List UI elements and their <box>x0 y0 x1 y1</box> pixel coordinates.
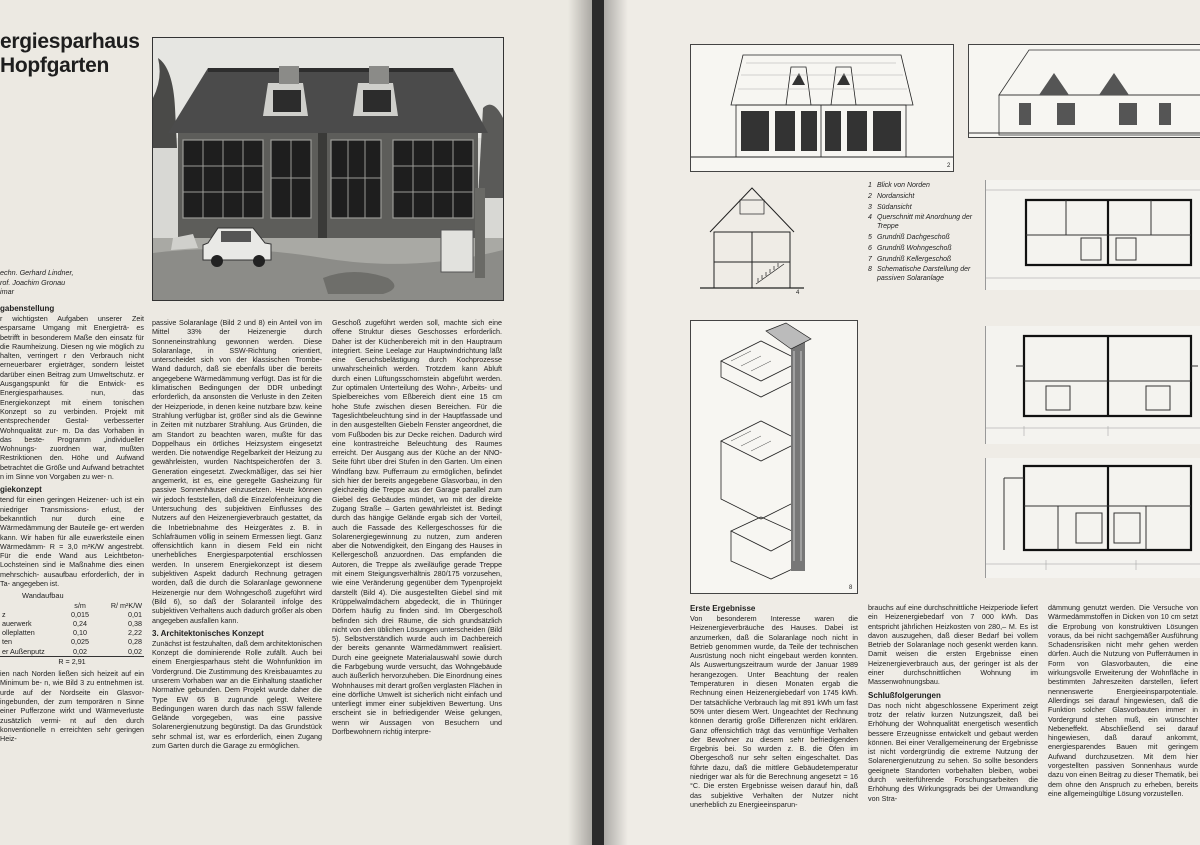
table-row <box>0 647 144 657</box>
authors <box>0 268 74 297</box>
paragraph: Das noch nicht abgeschlossene Experiment zeigt trotz der relativ kurzen Nutzungszeit, daß bei Erhöhung der Wohnqualität energetisch wesentlich bessere Erzeugnisse entwickelt und gebaut werden können. Bei einer Verallgemeinerung der Ergebnisse ist nicht vordergründig die extreme Nutzung der Solarenergienutzung zu sehen. So sollte besonders geeignete Standorten vorbehalten bleiben, wobei durch weiterführende Forschungsarbeiten die Erhöhung des Wirkungsgrads bei der Umwandlung von Stra- <box>868 700 1038 803</box>
table-row <box>0 637 144 646</box>
table-cell: 0,015 <box>71 609 90 619</box>
table-cell: 0,38 <box>128 619 142 629</box>
table-header: R/ m²K/W <box>110 600 142 610</box>
table-cell: 0,24 <box>73 619 88 629</box>
table-cell: 0,02 <box>128 646 142 656</box>
floor-plan-living <box>985 326 1200 444</box>
table-cell: ten <box>2 637 12 647</box>
caption-number: 3 <box>868 203 872 211</box>
caption-item <box>868 193 988 202</box>
left-column-1 <box>0 300 144 845</box>
caption-text: Grundriß Kellergeschoß <box>877 255 952 263</box>
caption-item <box>868 266 988 284</box>
table-row <box>0 619 144 628</box>
table-number-spacer <box>0 591 22 600</box>
house-photo <box>152 37 504 301</box>
caption-item <box>868 204 988 213</box>
table-sum: R = 2,91 <box>0 656 144 666</box>
floor-plan-basement <box>985 458 1200 578</box>
right-column-1 <box>690 600 858 845</box>
figure-number: 4 <box>796 290 800 296</box>
table-header: s/m <box>74 600 86 610</box>
right-column-3 <box>1048 603 1198 845</box>
figure-north-elevation <box>690 44 954 172</box>
table-cell: 0,025 <box>71 637 90 647</box>
paragraph: passive Solaranlage (Bild 2 und 8) ein Anteil von im Mittel 33% der Heizenergie durch Sonneneinstrahlung gewonnen werden. Diese Solaranlage, in SSW-Richtung orientiert, unterscheidet sich von der klassischen Trombe-Wand dadurch, daß sie ebenfalls über die bereits angegebene Wärmedämmung verfügt. Das ist für die klimatischen Bedingungen der DDR unbedingt erforderlich, da ansonsten die Verluste in den Zeiten der Heizperiode, in denen keine nutzbare bzw. keine Strahlung verfügbar ist, größer sind als die Gewinne in Zeiten mit nutzbarer Strahlung. Aus Gründen, die am Standort zu beachten waren, mußte für das Doppelhaus ein örtliches Heizsystem eingesetzt werden. Die notwendige Regelbarkeit der Heizung zu gewährleisten, wurden Nachtspeicheröfen der 3. Generation eingesetzt. Zweckmäßiger, das sei hier angemerkt, ist es, eine geregelte Gasheizung für passive Sonnenhäuser einzusetzen. Heute können wir jedoch feststellen, daß die Einzelofenheizung die Untersuchung des subjektiven Einflusses des Nutzers auf den Heizenergieverbrauch gestattet, da die Inbetriebnahme des Heizgerätes z. B. in Schlafräumen völlig in seinem Ermessen liegt. Ganz offensichtlich kann in diesem Feld ein nicht unerhebliches Energiesparpotential erschlossen werden. In unserem Energiekonzept ist diesem subjektiven Aspekt dadurch Rechnung getragen worden, daß die durch die Solaranlage gewonnene Heizenergie nur dem Wohngeschoß zugeführt wird (Bild 6), so daß der Solaranteil infolge des subjektiven Verhaltens auch dadurch größer als oben angegeben ausfallen kann. <box>152 318 322 625</box>
table-cell: er Außenputz <box>2 646 45 656</box>
left-column-3 <box>332 318 502 845</box>
author-line: imar <box>0 287 14 296</box>
section-heading: giekonzept <box>0 485 42 495</box>
author-line: rof. Joachim Gronau <box>0 277 66 287</box>
table-cell: 0,02 <box>73 646 88 656</box>
paragraph: tend für einen geringen Heizener- uch ist ein niedriger Transmissions- erlust, der bekanntlich nur durch eine e Wärmedämmung der Bauteile ge- ert werden kann. Wir haben für alle euwerksteile einen Wärmedämm- R = 3,0 m²K/W angestrebt. Für die ende Wand aus Leichtbeton-Lochsteinen sind ie Maßnahme dies einen mehrschich- ausaufbau erforderlich, der in Ta- angegeben ist. <box>0 495 144 589</box>
table-cell: olleplatten <box>2 628 35 638</box>
author-line: echn. Gerhard Lindner, <box>0 268 74 277</box>
paragraph: Von besonderem Interesse waren die Heizenergieverbräuche des Hauses. Dabei ist anzumerken, daß die Solaranlage noch nicht in Betrieb genommen wurde, da Teile der technischen Ausrüstung noch nicht eingebaut werden konnten. Als Auswertungszeitraum wurde der Januar 1989 herangezogen. Unter Beachtung der realen Temperaturen in diesen Monaten ergab die Rechnung einen Heizenergiebedarf von 1745 kWh. Der tatsächliche Verbrauch lag mit 891 kWh um fast 50% unter diesem Wert. Ungeachtet der Rechnung können derartig große Differenzen nicht erklären. Ganz offensichtlich trägt das vernünftige Verhalten der Bewohner zu diesem sehr befriedigenden Ergebnis bei. So wurden z. B. die Öfen im Obergeschoß nur sehr selten eingeschaltet. Das führte dazu, daß die mittlere Gebäudetemperatur niedriger war als für die Berechnung angesetzt = 16 °C. Die ersten Ergebnisse weisen darauf hin, daß das subjektive Verhalten der Nutzer nicht unerheblich zu Energieeinsparun- <box>690 614 858 809</box>
paragraph: Geschoß zugeführt werden soll, machte sich eine offene Struktur dieses Geschosses erforderlich. Daher ist der Küchenbereich mit in den Hauptraum integriert. Seine Leelage zur Hauptwindrichtung läßt eine Geruchsbelästigung durch Kochprozesse unwahrscheinlich werden. Trotzdem kann Abluft durch einen Lüftungsschornstein abgeführt werden. Zur optimalen Unterteilung des Wohn-, Arbeits- und Spielbereiches vom Eßbereich dient eine 15 cm hohe Stufe zwischen diesen Bereichen. Für die Tageslichtbeleuchtung sind in der Hauptfassade und in den ausgestellten Giebeln Fenster angeordnet, die vom Fußboden bis zur Decke reichen. Dadurch wird eine kontrastreiche Beleuchtung des Raumes erreicht. Der Ausgang aus der Küche an der NNO-Seite führt über drei Stufen in den Garten. Um einen Windfang bzw. Pufferraum zu ermöglichen, befindet sich hier der bereits angegebene Glasvorbau, in den gleichzeitig die Treppe aus der Garage parallel zum Giebel des Gebäudes mündet, wo mit der direkte Zugang Straße – Garten gewährleistet ist. Bedingt durch das hängige Gelände ergab sich der Vorteil, auch die Fassade des Kellergeschosses für die Solarenergiegewinnung zu nutzen, zum anderen aber die Notwendigkeit, den Eingang des Hauses in Kellergeschoß anzuordnen. Das empfanden die Autoren, die Treppe als zweiläufige gerade Treppe mit einem Steigungsverhältnis 280/175 vorzusehen, wie eine Veränderung gegenüber dem Typenprojekt darstellt (Bild 4). Die ausgestellten Giebel sind mit Krüppelwalmdächern abgedeckt, die in Thüringer Dörfern häufig zu finden sind. Im Obergeschoß befinden sich drei Räume, die sich grundsätzlich nicht von den üblichen Lösungen unterscheiden (Bild 5). Selbstverständlich wurde auch im Dachbereich der bereits genannte Wärmedämmwert realisiert. Durch eine geeignete Materialauswahl sowie durch die Farbgebung wurde versucht, das Wohngebäude auch äußerlich hervorzuheben. Die Einordnung eines Wohnhauses mit derart großen verglasten Flächen in eine dörfliche Umwelt ist sicherlich nicht einfach und unterliegt immer einer subjektiven Bewertung. Uns erscheint sie in befriedigender Weise gelungen, wenn wir Aussagen von Besuchern und Dorfbewohnern richtig interpre- <box>332 318 502 737</box>
figure-solar-schematic <box>690 320 858 594</box>
left-page <box>0 0 592 845</box>
paragraph: dämmung genutzt werden. Die Versuche von Wärmedämmstoffen in Dicken von 10 cm setzt die Erprobung von konstruktiven Lösungen voraus, da bei nicht sachgemäßer Ausführung Schadensrisiken nicht mehr gehen werden dürfen. Auch die Nutzung von Pufferräumen in Form von Glasvorbauten, die eine wirkungsvolle Erweiterung der Wohnfläche in bestimmten Jahreszeiten darstellen, liefert nennenswerte Energieeinsparpotentiale. Allerdings sei darauf hingewiesen, daß die Funktion solcher Glasvorbauten immer in Vordergrund stehen muß, ein wünschter Nebeneffekt. Abschließend sei darauf hingewiesen, daß darauf ankommt, energiesparendes Bauen mit geringem Aufwand durchzusetzen. Mit dem hier vorgestellten passiven Sonnenhaus wurde dazu von einen Beitrag zu dieser Thematik, bei dem ohne den Anspruch zu erheben, bereits eine allgemeingültige Lösung vorzustellen. <box>1048 603 1198 798</box>
table-sum-row <box>0 656 144 666</box>
section-heading: gabenstellung <box>0 304 55 313</box>
caption-item <box>868 182 988 191</box>
caption-text: Schematische Darstellung der passiven Solaranlage <box>877 266 971 283</box>
gutter-shadow <box>604 0 628 845</box>
caption-number: 5 <box>868 233 872 241</box>
table-cell: 0,01 <box>128 609 142 619</box>
table-cell: auerwerk <box>2 619 32 629</box>
table-row <box>0 628 144 637</box>
section-heading: Erste Ergebnisse <box>690 604 756 613</box>
floor-plan-attic <box>985 180 1200 290</box>
paragraph: brauchs auf eine durchschnittliche Heizperiode liefert ein Heizenergiebedarf von 7 000 kWh. Das entspricht jährlichen Heizkosten von 280,– M. Es ist davon auszugehen, daß dieser Bedarf bei vollem Betrieb der Solaranlage noch gesenkt werden kann. Damit weisen die ersten Ergebnisse einen Heizenergieverbrauch aus, der geringer ist als der einer durchschnittlichen Wohnung im Massenwohnungsbau. <box>868 603 1038 687</box>
caption-item <box>868 245 988 254</box>
caption-item <box>868 234 988 243</box>
caption-number: 1 <box>868 182 872 189</box>
table-cell: 2,22 <box>128 628 142 638</box>
article-title <box>0 30 140 78</box>
table-cell: z <box>2 609 6 619</box>
section-heading: Schlußfolgerungen <box>868 690 941 700</box>
figure-south-elevation <box>968 44 1200 138</box>
caption-number: 4 <box>868 214 872 222</box>
caption-item <box>868 256 988 265</box>
right-column-2 <box>868 603 1038 845</box>
section-heading: 3. Architektonisches Konzept <box>152 628 264 638</box>
figure-number: 8 <box>849 585 853 591</box>
caption-number: 7 <box>868 255 872 263</box>
caption-item <box>868 214 988 232</box>
title-line-1: ergiesparhaus <box>0 30 140 53</box>
table-header <box>0 601 65 610</box>
table-title: Wandaufbau <box>22 591 64 601</box>
figure-cross-section <box>700 180 804 296</box>
table-cell: 0,28 <box>128 637 142 647</box>
caption-text: Grundriß Wohngeschoß <box>877 244 952 252</box>
caption-text: Grundriß Dachgeschoß <box>877 233 950 241</box>
paragraph: ien nach Norden ließen sich heizeit auf ein Minimum be- n, wie Bild 3 zu entnehmen ist. urde auf der Nordseite ein Glasvor- ingebunden, der zum temporären n Sinne einer Pufferzone wirkt und Wärmeverluste zusätzlich vermi- nt auf den durch konventionelle n erreichten sehr geringen Heiz- <box>0 669 144 744</box>
figure-captions <box>868 182 988 286</box>
title-line-2: Hopfgarten <box>0 54 109 77</box>
table-row <box>0 610 144 619</box>
caption-text: Nordansicht <box>877 192 915 200</box>
caption-number: 2 <box>868 192 872 200</box>
gutter-shadow <box>568 0 592 845</box>
table-header-row <box>0 601 144 610</box>
figure-number: 2 <box>947 163 951 169</box>
caption-text: Südansicht <box>877 203 912 211</box>
caption-number: 8 <box>868 266 872 274</box>
caption-text: Querschnitt mit Anordnung der Treppe <box>877 214 973 231</box>
left-column-2 <box>152 318 322 845</box>
paragraph: Zunächst ist festzuhalten, daß dem architektonischen Konzept die dominierende Rolle zufällt. Auch bei einem Energiesparhaus steht die Wohnfunktion im Vordergrund. Die Zustimmung des Kreisbauamtes zu unserem Vorhaben war an die Einhaltung staatlicher Normative gebunden. Dem Projekt wurde daher die Type EW 65 B zugrunde gelegt. Weitere Bedingungen waren durch das nach SSW fallende Gelände vorgegeben, was eine passive Solarenergienutzung begünstigt. Da das Grundstück sehr schmal ist, war es erforderlich, einen Zugang zum Garten durch die Garage zu ermöglichen. <box>152 638 322 751</box>
wall-structure-table <box>0 601 144 666</box>
paragraph: r wichtigsten Aufgaben unserer Zeit esparsame Umgang mit Energieträ- es betrifft in besonderem Maße den einsatz für die Raumheizung. Diesen ng wie möglich zu halten, verringert r den Verbrauch nicht erneuerbarer ergieträger, sondern leistet darüber einen Beitrag zum Umweltschutz. er Ausgangspunkt für die Entwick- es Energiesparhauses. nun, das Energiekonzept mit einem tonischen Konzept so zu verbinden. Projekt mit entsprechender Gestal- verbesserter Wohnqualität zur- m. Da das Vorhaben in das beste- Programm „individueller Wohnungs- zuordnen war, mußten Restriktionen den. Höhe und Aufwand betrachtet die Größe und Aufwand betrachtet n im Sinne von Vorgaben zu wer- n. <box>0 314 144 482</box>
table-block <box>0 591 144 600</box>
caption-text: Blick von Norden <box>877 182 930 189</box>
table-cell: 0,10 <box>73 628 88 638</box>
caption-number: 6 <box>868 244 872 252</box>
